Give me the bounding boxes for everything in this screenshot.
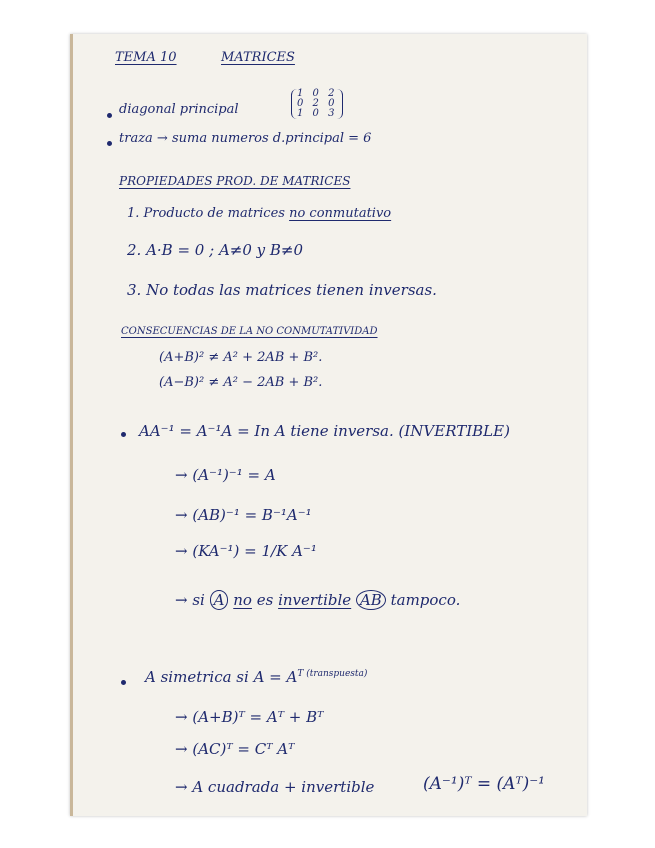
property-3: 3. No todas las matrices tienen inversas.	[127, 281, 437, 299]
notebook-page	[70, 34, 587, 816]
inverse-rule-2: → (AB)⁻¹ = B⁻¹A⁻¹	[175, 506, 312, 524]
symmetric-definition	[145, 668, 367, 686]
page-title: MATRICES	[221, 50, 295, 65]
matrix-row: 0 2 0	[297, 98, 338, 109]
symmetric-rule-3: → A cuadrada + invertible	[175, 778, 375, 796]
circled-ab: AB	[356, 590, 386, 610]
bullet	[121, 432, 126, 437]
diagonal-label: diagonal principal	[119, 102, 239, 117]
transpose-note: T (transpuesta)	[297, 669, 368, 679]
bullet	[107, 113, 112, 118]
properties-heading: PROPIEDADES PROD. DE MATRICES	[119, 174, 351, 188]
topic-label: TEMA 10	[115, 50, 177, 65]
bullet	[121, 680, 126, 685]
example-matrix	[291, 89, 343, 119]
consequence-eq-2: (A−B)² ≠ A² − 2AB + B².	[159, 375, 323, 390]
property-1-text: 1. Producto de matrices	[127, 206, 290, 221]
inverse-definition: AA⁻¹ = A⁻¹A = In A tiene inversa. (INVERTIBLE)	[139, 422, 510, 440]
inverse-rule-4-prefix: → si	[175, 591, 205, 609]
inverse-rule-1: → (A⁻¹)⁻¹ = A	[175, 466, 276, 484]
circled-a: A	[210, 590, 229, 610]
symmetric-rule-1: → (A+B)ᵀ = Aᵀ + Bᵀ	[175, 708, 324, 726]
inverse-rule-4-invertible: invertible	[278, 591, 352, 609]
matrix-row: 1 0 3	[297, 108, 338, 119]
symmetric-definition-text: A simetrica si A = A	[145, 668, 298, 686]
property-1	[127, 206, 391, 221]
inverse-rule-3: → (KA⁻¹) = 1/K A⁻¹	[175, 542, 317, 560]
consequences-heading: CONSECUENCIAS DE LA NO CONMUTATIVIDAD	[121, 326, 378, 337]
symmetric-rule-2: → (AC)ᵀ = Cᵀ Aᵀ	[175, 740, 295, 758]
property-2: 2. A·B = 0 ; A≠0 y B≠0	[127, 241, 304, 259]
matrix-row: 1 0 2	[297, 88, 338, 99]
inverse-rule-4-no: no	[233, 591, 252, 609]
consequence-eq-1: (A+B)² ≠ A² + 2AB + B².	[159, 350, 323, 365]
symmetric-rule-3-equation: (A⁻¹)ᵀ = (Aᵀ)⁻¹	[423, 774, 545, 794]
inverse-rule-4	[175, 590, 460, 610]
traza-line: traza → suma numeros d.principal = 6	[119, 131, 372, 146]
inverse-rule-4-suffix: tampoco.	[390, 591, 461, 609]
inverse-rule-4-es: es	[256, 591, 274, 609]
property-1-emphasis: no conmutativo	[289, 206, 392, 221]
bullet	[107, 141, 112, 146]
